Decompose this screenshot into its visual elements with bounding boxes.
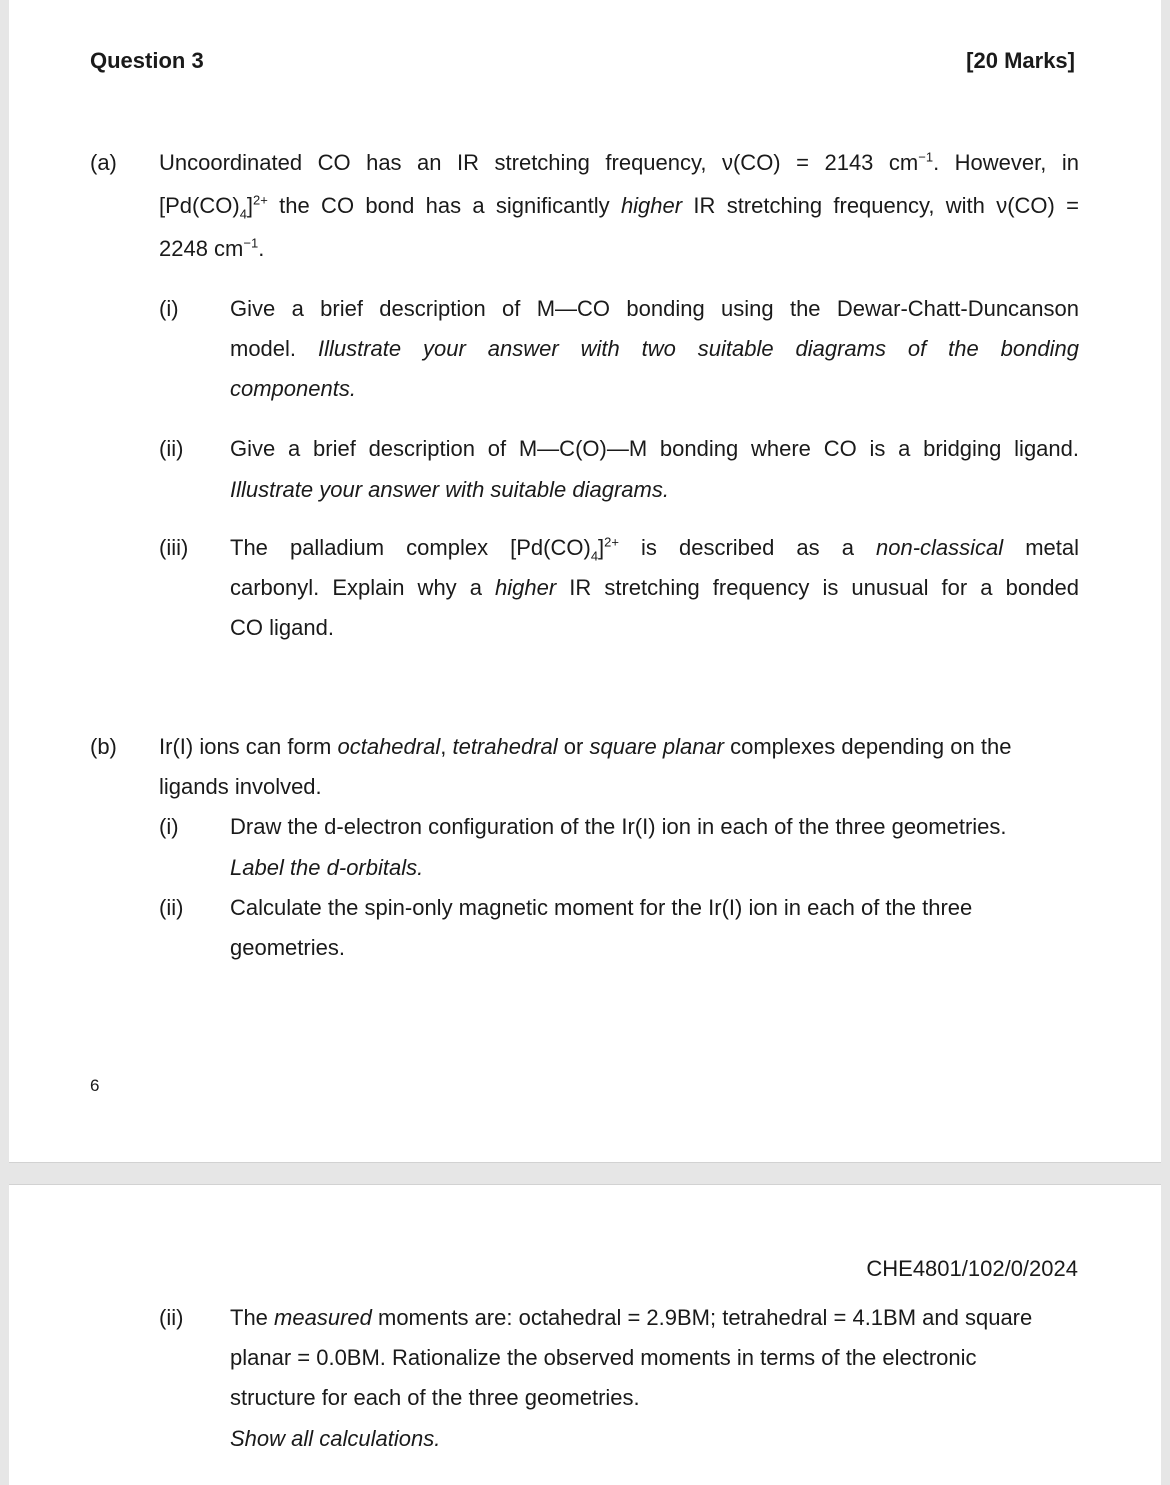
part-b-i-line-2: Label the d-orbitals. [230,855,424,880]
part-a-iii-line-2: carbonyl. Explain why a higher IR stretching frequency is unusual for a bonded [230,575,1079,600]
page2-ii-label: (ii) [159,1305,184,1330]
question-title: Question 3 [90,48,204,73]
part-b-i-label: (i) [159,814,179,839]
part-a-ii-line-2: Illustrate your answer with suitable diagrams. [230,477,669,502]
part-a-ii-label: (ii) [159,436,184,461]
part-a-iii-line-1: The palladium complex $[Pd(CO)_4]^{2+}$ is described as a non-classical metal [230,534,1079,564]
course-code: CHE4801/102/0/2024 [866,1256,1078,1281]
question-marks: [20 Marks] [966,48,1075,73]
page2-ii-line-2: planar = 0.0BM. Rationalize the observed moments in terms of the electronic [230,1345,977,1370]
part-b-ii-line-1: Calculate the spin-only magnetic moment for the Ir(I) ion in each of the three [230,895,973,920]
page-number: 6 [90,1076,100,1095]
part-b-ii-line-2: geometries. [230,935,345,960]
part-b-label: (b) [90,734,117,759]
part-a-intro-line-3: 2248 $cm^{-1}$. [159,235,265,261]
exam-page-1 [9,0,1161,1163]
part-b-i-line-1: Draw the d-electron configuration of the Ir(I) ion in each of the three geometries. [230,814,1007,839]
part-a-ii-line-1: Give a brief description of M—C(O)—M bonding where CO is a bridging ligand. [230,436,1079,461]
exam-page-2 [9,1184,1161,1485]
part-a-iii-label: (iii) [159,535,189,560]
part-a-i-label: (i) [159,296,179,321]
part-a-i-line-3: components. [230,376,356,401]
part-a-label: (a) [90,150,117,175]
page2-ii-line-1: The measured moments are: octahedral = 2.9BM; tetrahedral = 4.1BM and square [230,1305,1033,1330]
part-b-intro-line-1: Ir(I) ions can form octahedral, tetrahedral or square planar complexes depending on the [159,734,1012,759]
page2-ii-line-4: Show all calculations. [230,1426,441,1451]
part-a-intro-line-2: $[Pd(CO)_4]^{2+}$ the CO bond has a significantly higher IR stretching frequency, with ν(CO) = [159,192,1079,222]
part-a-iii-line-3: CO ligand. [230,615,334,640]
part-a-intro-line-1: Uncoordinated CO has an IR stretching frequency, ν(CO) = 2143 $cm^{-1}$. However, in [159,149,1079,175]
part-b-ii-label: (ii) [159,895,184,920]
part-a-i-line-1: Give a brief description of M—CO bonding using the Dewar-Chatt-Duncanson [230,296,1079,321]
page2-ii-line-3: structure for each of the three geometries. [230,1385,640,1410]
part-a-i-line-2: model. Illustrate your answer with two suitable diagrams of the bonding [230,336,1079,361]
part-b-intro-line-2: ligands involved. [159,774,322,799]
